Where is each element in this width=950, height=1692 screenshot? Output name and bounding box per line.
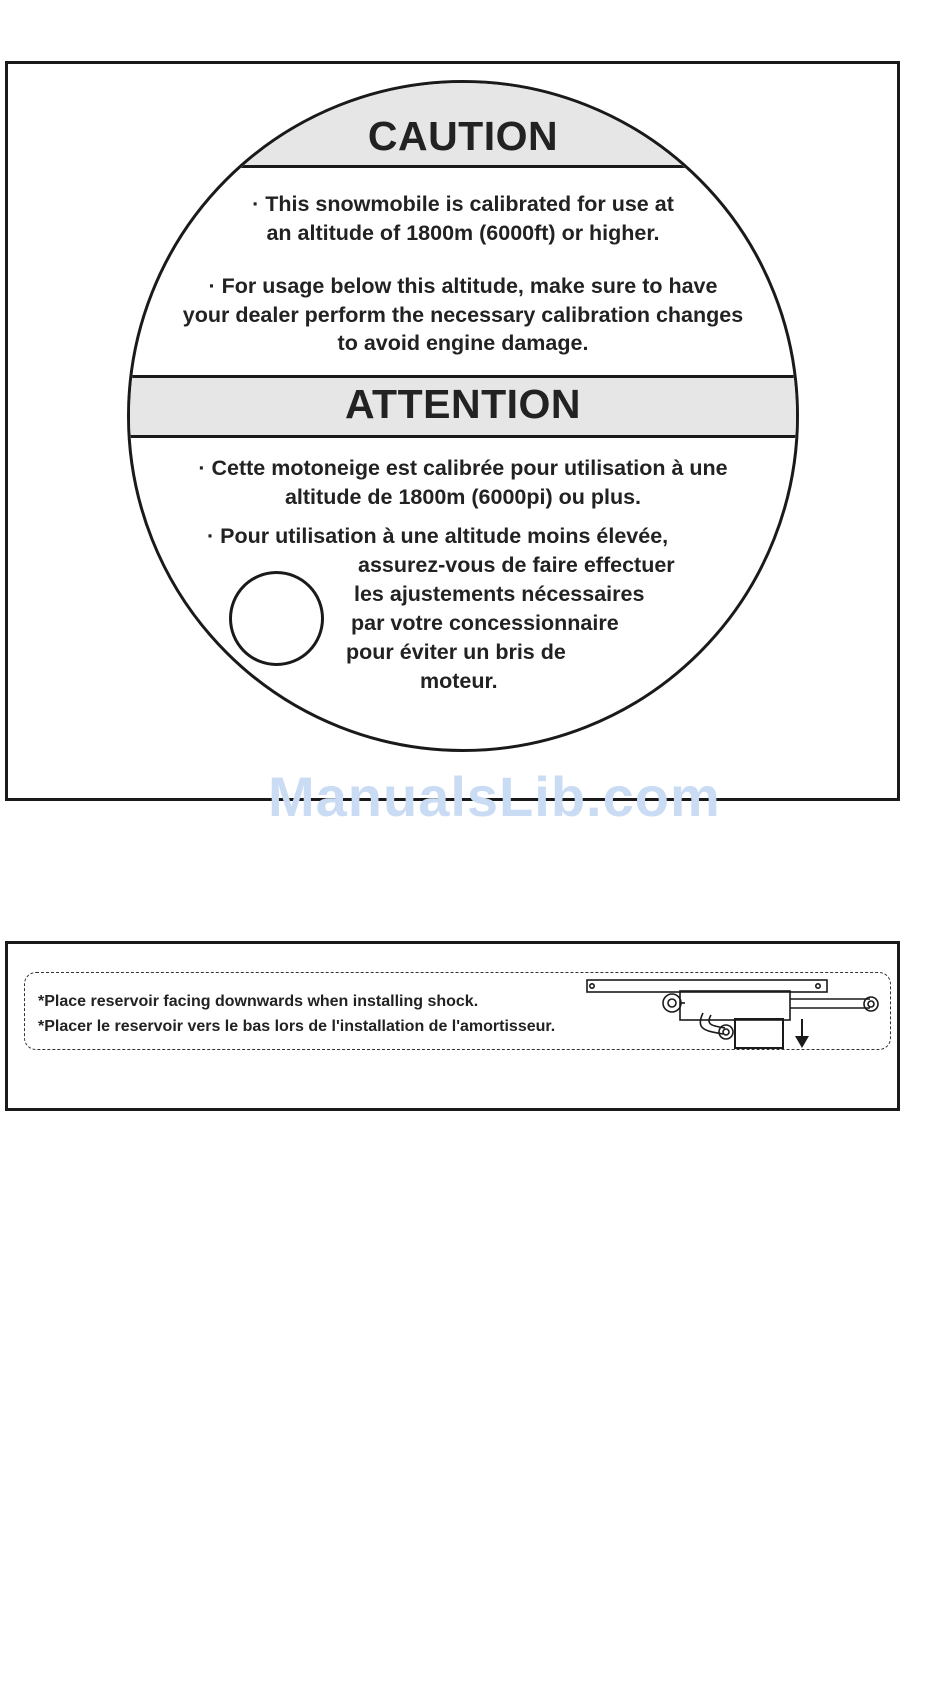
caution-decal-circle — [127, 80, 799, 752]
attention-paragraph-2-line: pour éviter un bris de — [346, 640, 566, 664]
bracket-hole — [816, 984, 820, 988]
shock-body — [680, 991, 790, 1020]
shock-note-french: *Placer le reservoir vers le bas lors de l'installation de l'amortisseur. — [38, 1018, 556, 1035]
caution-paragraph-1-line: an altitude of 1800m (6000ft) or higher. — [266, 220, 660, 245]
shock-note-dashed-box — [24, 972, 891, 1050]
watermark: ManualsLib.com — [268, 765, 721, 828]
attention-heading: ATTENTION — [344, 381, 582, 427]
caution-paragraph-2-line: · For usage below this altitude, make sure to have — [208, 274, 718, 298]
blank-circle-marker — [229, 571, 324, 666]
shock-end-eye — [663, 994, 681, 1012]
reservoir — [735, 1019, 783, 1048]
attention-paragraph-2-line: les ajustements nécessaires — [354, 582, 645, 606]
caution-paragraph-1-line: · This snowmobile is calibrated for use at — [252, 192, 674, 216]
attention-paragraph-1-line: · Cette motoneige est calibrée pour utilisation à une — [198, 456, 728, 480]
attention-paragraph-2-line: assurez-vous de faire effectuer — [358, 553, 675, 577]
attention-paragraph-2-line: moteur. — [420, 669, 498, 693]
caution-paragraph-2 — [130, 272, 796, 358]
caution-paragraph-2-line: to avoid engine damage. — [337, 331, 589, 355]
attention-paragraph-2-line: · Pour utilisation à une altitude moins élevée, — [207, 524, 669, 548]
shock-absorber-diagram — [585, 973, 885, 1051]
caution-paragraph-2-line: your dealer perform the necessary calibration changes — [182, 302, 744, 327]
bracket-hole — [590, 984, 594, 988]
attention-paragraph-1 — [130, 454, 796, 511]
attention-paragraph-2-line: par votre concessionnaire — [351, 611, 619, 635]
caution-paragraph-1 — [130, 190, 796, 247]
reservoir-fitting — [719, 1025, 733, 1039]
attention-paragraph-1-line: altitude de 1800m (6000pi) ou plus. — [284, 484, 642, 509]
shock-end-eye — [864, 997, 878, 1011]
down-arrow-icon — [795, 1019, 809, 1048]
shock-decal-panel — [5, 941, 900, 1111]
caution-decal-panel — [5, 61, 900, 801]
caution-heading: CAUTION — [367, 113, 559, 159]
shock-note-english: *Place reservoir facing downwards when installing shock. — [38, 993, 479, 1010]
